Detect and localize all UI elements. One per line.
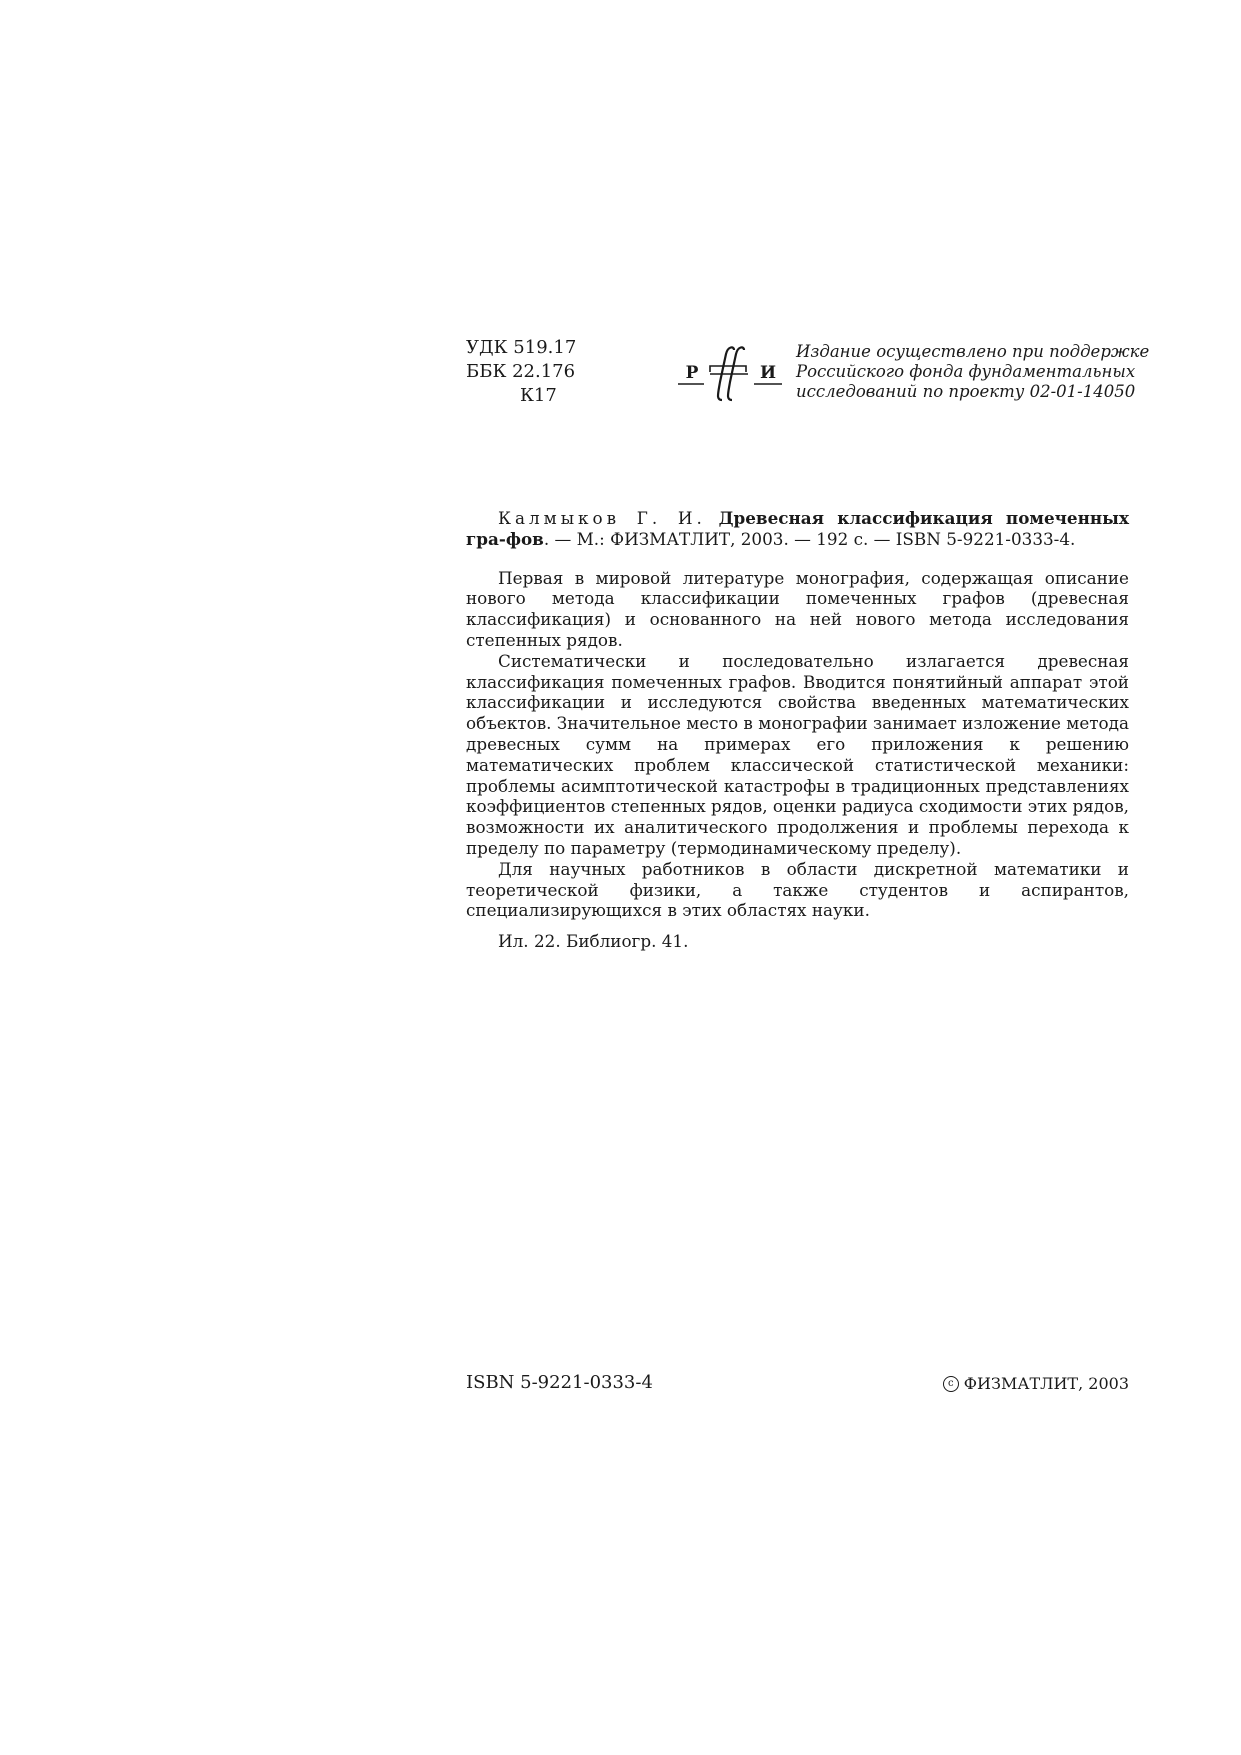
grant-note: [796, 342, 1150, 402]
classification-codes: [466, 336, 576, 408]
copyright-holder: ФИЗМАТЛИТ, 2003: [963, 1374, 1129, 1393]
bibliographic-record: [466, 508, 1129, 550]
grant-note-line: Издание осуществлено при поддержке: [796, 342, 1150, 361]
copyright-icon: c: [943, 1376, 959, 1392]
author-name: Калмыков Г. И.: [498, 508, 706, 528]
grant-note-line: исследований по проекту 02-01-14050: [796, 382, 1136, 401]
imprint: . — М.: ФИЗМАТЛИТ, 2003. — 192 с. — ISBN 5-9221-0333-4.: [543, 528, 1076, 549]
rffi-logo: [676, 342, 786, 406]
udk-code: УДК 519.17: [466, 337, 577, 358]
annotation-block: [466, 508, 1129, 952]
grant-note-line: Российского фонда фундаментальных: [796, 362, 1136, 381]
rffi-logo-letter-i: И: [759, 363, 777, 383]
bbk-code: ББК 22.176: [466, 361, 576, 382]
abstract-paragraph: Первая в мировой литературе монография, содержащая описание нового метода классификации помеченных графов (древесная классификация) и основанного на ней нового метода исследования степенных рядов.: [466, 567, 1129, 650]
book-title: Древесная классификация помеченных гра-фов: [466, 508, 1129, 549]
audience-paragraph: Для научных работников в области дискретной математики и теоретической физики, а также студентов и аспирантов, специализирующихся в этих областях науки.: [466, 858, 1129, 921]
footer-isbn: ISBN 5-9221-0333-4: [466, 1372, 653, 1393]
abstract-paragraph: Систематически и последовательно излагается древесная классификация помеченных графов. Вводится понятийный аппарат этой классификации и исследуются свойства введенных математических объектов. Значительное место в монографии занимает изложение метода древесных сумм на примерах его приложения к решению математических проблем классической статистической механики: проблемы асимптотической катастрофы в традиционных представлениях коэффициентов степенных рядов, оценки радиуса сходимости этих рядов, возможности их аналитического продолжения и проблемы перехода к пределу по параметру (термодинамическому пределу).: [466, 650, 1129, 858]
illustrations-count: Ил. 22. Библиогр. 41.: [498, 931, 689, 952]
footer-copyright: [943, 1374, 1129, 1393]
rffi-logo-letter-r: Р: [685, 363, 699, 383]
author-mark: К17: [520, 385, 557, 406]
